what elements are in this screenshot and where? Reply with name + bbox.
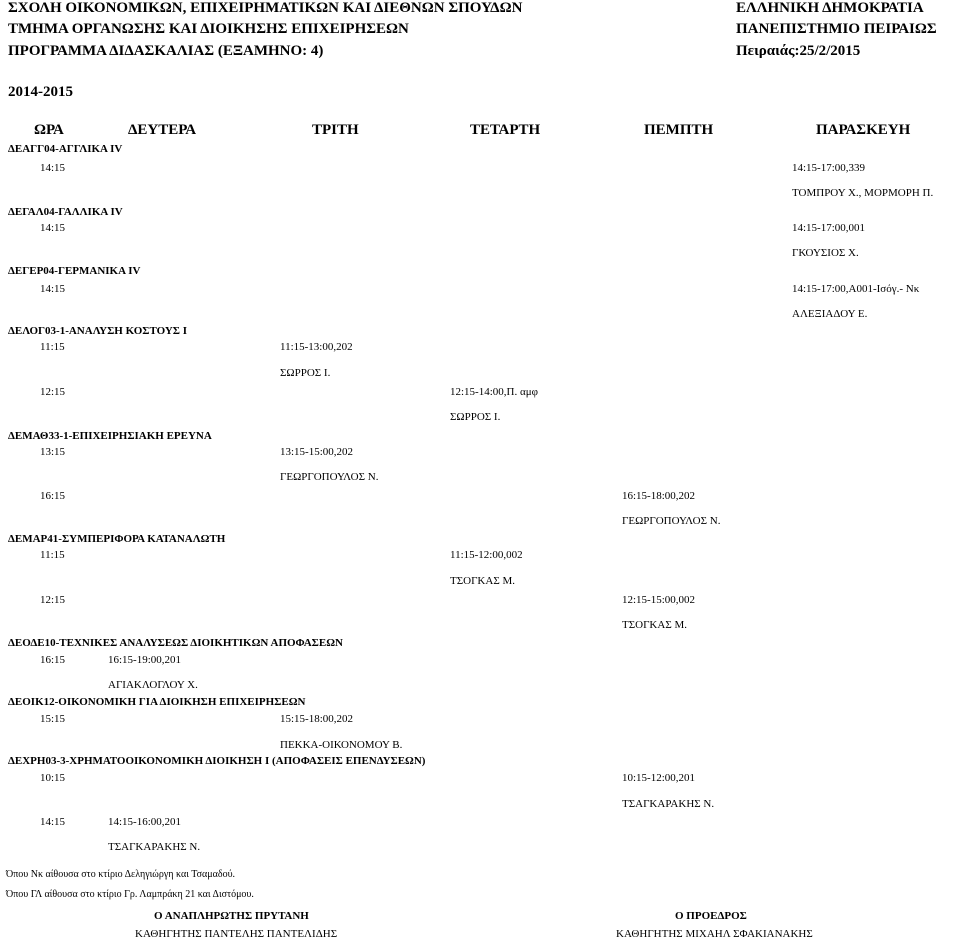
session-slot: 15:15-18:00,202 [280, 713, 354, 725]
column-header-wednesday: ΤΕΤΑΡΤΗ [470, 122, 541, 138]
session-time: 14:15 [40, 222, 66, 234]
column-header-friday: ΠΑΡΑΣΚΕΥΗ [816, 122, 911, 138]
session-teacher: ΠΕΚΚΑ-ΟΙΚΟΝΟΜΟΥ Β. [280, 739, 403, 751]
session-teacher: ΓΚΟΥΣΙΟΣ Χ. [792, 247, 859, 259]
session-slot: 16:15-19:00,201 [108, 654, 182, 666]
session-time: 11:15 [40, 549, 65, 561]
academic-year: 2014-2015 [8, 84, 73, 100]
session-time: 14:15 [40, 283, 66, 295]
footnote: Όπου Νκ αίθουσα στο κτίριο Δεληγιώργη και Τσαμαδού. [6, 869, 236, 880]
session-slot: 14:15-17:00,339 [792, 162, 866, 174]
column-header-thursday: ΠΕΜΠΤΗ [644, 122, 714, 138]
document-date: Πειραιάς:25/2/2015 [736, 43, 861, 59]
session-slot: 16:15-18:00,202 [622, 490, 696, 502]
session-teacher: ΣΩΡΡΟΣ Ι. [280, 367, 331, 379]
session-teacher: ΑΓΙΑΚΛΟΓΛΟΥ Χ. [108, 679, 198, 691]
session-slot: 14:15-16:00,201 [108, 816, 182, 828]
course-title: ΔΕΛΟΓ03-1-ΑΝΑΛΥΣΗ ΚΟΣΤΟΥΣ Ι [8, 325, 188, 337]
session-time: 14:15 [40, 816, 66, 828]
session-teacher: ΤΣΟΓΚΑΣ Μ. [450, 575, 515, 587]
signature-left-name: ΚΑΘΗΓΗΤΗΣ ΠΑΝΤΕΛΗΣ ΠΑΝΤΕΛΙΔΗΣ [135, 928, 338, 940]
session-teacher: ΓΕΩΡΓΟΠΟΥΛΟΣ Ν. [622, 515, 721, 527]
course-title: ΔΕΓΑΛ04-ΓΑΛΛΙΚΑ IV [8, 206, 123, 218]
column-header-tuesday: ΤΡΙΤΗ [312, 122, 359, 138]
course-title: ΔΕΧΡΗ03-3-ΧΡΗΜΑΤΟΟΙΚΟΝΟΜΙΚΗ ΔΙΟΙΚΗΣΗ Ι (ΑΠΟΦΑΣΕΙΣ ΕΠΕΝΔΥΣΕΩΝ) [8, 755, 426, 767]
course-title: ΔΕΟΔΕ10-ΤΕΧΝΙΚΕΣ ΑΝΑΛΥΣΕΩΣ ΔΙΟΙΚΗΤΙΚΩΝ ΑΠΟΦΑΣΕΩΝ [8, 637, 343, 649]
session-slot: 14:15-17:00,001 [792, 222, 866, 234]
session-time: 15:15 [40, 713, 66, 725]
signature-left-title: Ο ΑΝΑΠΛΗΡΩΤΗΣ ΠΡΥΤΑΝΗ [154, 910, 309, 922]
course-title: ΔΕΜΑΡ41-ΣΥΜΠΕΡΙΦΟΡΑ ΚΑΤΑΝΑΛΩΤΗ [8, 533, 226, 545]
column-header-monday: ΔΕΥΤΕΡΑ [128, 122, 197, 138]
course-title: ΔΕΜΑΘ33-1-ΕΠΙΧΕΙΡΗΣΙΑΚΗ ΕΡΕΥΝΑ [8, 430, 212, 442]
session-slot: 11:15-12:00,002 [450, 549, 523, 561]
department-title: ΤΜΗΜΑ ΟΡΓΑΝΩΣΗΣ ΚΑΙ ΔΙΟΙΚΗΣΗΣ ΕΠΙΧΕΙΡΗΣΕΩΝ [8, 21, 409, 37]
course-title: ΔΕΓΕΡ04-ΓΕΡΜΑΝΙΚΑ IV [8, 265, 141, 277]
session-time: 16:15 [40, 490, 66, 502]
session-time: 10:15 [40, 772, 66, 784]
signature-right-name: ΚΑΘΗΓΗΤΗΣ ΜΙΧΑΗΛ ΣΦΑΚΙΑΝΑΚΗΣ [616, 928, 813, 940]
session-time: 12:15 [40, 594, 66, 606]
program-title: ΠΡΟΓΡΑΜΜΑ ΔΙΔΑΣΚΑΛΙΑΣ (ΕΞΑΜΗΝΟ: 4) [8, 43, 324, 59]
session-time: 11:15 [40, 341, 65, 353]
course-title: ΔΕΟΙΚ12-ΟΙΚΟΝΟΜΙΚΗ ΓΙΑ ΔΙΟΙΚΗΣΗ ΕΠΙΧΕΙΡΗΣΕΩΝ [8, 696, 306, 708]
session-time: 13:15 [40, 446, 66, 458]
session-teacher: ΑΛΕΞΙΑΔΟΥ Ε. [792, 308, 868, 320]
column-header-time: ΩΡΑ [34, 122, 64, 138]
session-teacher: ΤΟΜΠΡΟΥ Χ., ΜΟΡΜΟΡΗ Π. [792, 187, 934, 199]
session-slot: 13:15-15:00,202 [280, 446, 354, 458]
school-title: ΣΧΟΛΗ ΟΙΚΟΝΟΜΙΚΩΝ, ΕΠΙΧΕΙΡΗΜΑΤΙΚΩΝ ΚΑΙ ΔΙΕΘΝΩΝ ΣΠΟΥΔΩΝ [8, 0, 523, 16]
session-time: 16:15 [40, 654, 66, 666]
session-time: 14:15 [40, 162, 66, 174]
session-teacher: ΤΣΑΓΚΑΡΑΚΗΣ Ν. [622, 798, 715, 810]
session-slot: 11:15-13:00,202 [280, 341, 353, 353]
session-slot: 14:15-17:00,A001-Ισόγ.- Νκ [792, 283, 920, 295]
session-teacher: ΓΕΩΡΓΟΠΟΥΛΟΣ Ν. [280, 471, 379, 483]
session-teacher: ΤΣΟΓΚΑΣ Μ. [622, 619, 687, 631]
session-teacher: ΣΩΡΡΟΣ Ι. [450, 411, 501, 423]
university-title: ΠΑΝΕΠΙΣΤΗΜΙΟ ΠΕΙΡΑΙΩΣ [736, 21, 937, 37]
session-slot: 12:15-14:00,Π. αμφ [450, 386, 538, 398]
session-slot: 12:15-15:00,002 [622, 594, 696, 606]
course-title: ΔΕΑΓΓ04-ΑΓΓΛΙΚΑ IV [8, 143, 123, 155]
footnote: Όπου ΓΛ αίθουσα στο κτίριο Γρ. Λαμπράκη 21 και Διστόμου. [6, 889, 254, 900]
session-teacher: ΤΣΑΓΚΑΡΑΚΗΣ Ν. [108, 841, 201, 853]
session-slot: 10:15-12:00,201 [622, 772, 696, 784]
session-time: 12:15 [40, 386, 66, 398]
country-title: ΕΛΛΗΝΙΚΗ ΔΗΜΟΚΡΑΤΙΑ [736, 0, 924, 16]
signature-right-title: Ο ΠΡΟΕΔΡΟΣ [675, 910, 747, 922]
